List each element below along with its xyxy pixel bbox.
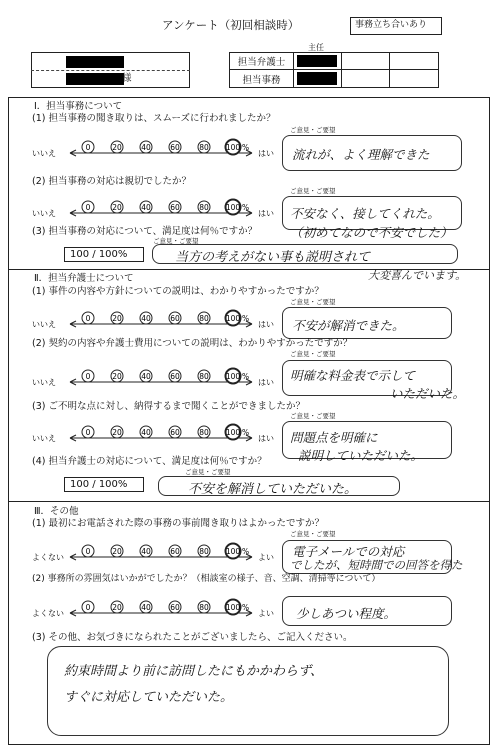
- s1-q3-comment: 当方の考えがない事も説明されて: [175, 250, 371, 265]
- scale-percent-label: %: [242, 203, 250, 212]
- scale-tick-label: 0: [85, 428, 91, 437]
- s1-q2-comment-1: 不安なく、接してくれた。: [290, 206, 440, 221]
- shunin-label: 主任: [308, 43, 324, 52]
- scale-left-label: いいえ: [32, 378, 56, 387]
- scale-tick-label: 0: [85, 314, 91, 323]
- s3-q1-comment-1: 電子メールでの対応: [292, 544, 405, 559]
- s3-q1-comment-2: でしたが、短時間での回答を得た: [290, 558, 463, 572]
- s2-q4-text: (4) 担当弁護士の対応について、満足度は何％ですか？: [32, 456, 267, 467]
- scale-tick-label: 100: [225, 314, 241, 323]
- s2-q2-comment-1: 明確な料金表で示して: [290, 368, 416, 383]
- scale-left-label: いいえ: [32, 320, 56, 329]
- scale-percent-label: %: [242, 143, 250, 152]
- s2-q2-comment-2: いただいた。: [390, 386, 466, 401]
- scale-tick-label: 0: [85, 547, 91, 556]
- scale-tick-label: 60: [170, 314, 180, 323]
- scale-tick-label: 0: [85, 372, 91, 381]
- scale-tick-label: 20: [112, 143, 122, 152]
- scale-tick-label: 80: [199, 372, 209, 381]
- scale-right-label: はい: [258, 434, 274, 443]
- form-title: アンケート（初回相談時）: [162, 18, 300, 32]
- scale-tick-label: 40: [141, 143, 151, 152]
- scale-tick-label: 20: [112, 603, 122, 612]
- scale-left-label: いいえ: [32, 149, 56, 158]
- staff-present-stamp-text: 事務立ち合いあり: [355, 20, 428, 30]
- scale-tick-label: 40: [141, 372, 151, 381]
- s1-q2-comment-label: ご意見・ご要望: [290, 187, 336, 195]
- scale-percent-label: %: [242, 428, 250, 437]
- section-divider-3: [8, 501, 490, 502]
- scale-tick-label: 60: [170, 372, 180, 381]
- s2-q3-scale: [30, 418, 280, 444]
- scale-percent-label: %: [242, 603, 250, 612]
- scale-tick-label: 60: [170, 203, 180, 212]
- s3-q2-scale: [30, 593, 280, 619]
- section-2-title: Ⅱ．担当弁護士について: [34, 273, 134, 284]
- scale-tick-label: 80: [199, 603, 209, 612]
- scale-left-label: よくない: [32, 609, 64, 618]
- scale-tick-label: 20: [112, 203, 122, 212]
- client-name-divider: [31, 70, 190, 71]
- redacted-staff-name: [297, 72, 337, 85]
- stamp-cell-2c: [389, 69, 439, 88]
- scale-tick-label: 40: [141, 428, 151, 437]
- scale-tick-label: 100: [225, 428, 241, 437]
- s2-q2-comment-label: ご意見・ご要望: [290, 350, 336, 358]
- scale-tick-label: 0: [85, 203, 91, 212]
- scale-tick-label: 20: [112, 314, 122, 323]
- scale-tick-label: 100: [225, 143, 241, 152]
- scale-left-label: いいえ: [32, 209, 56, 218]
- s1-q3-score: 100 / 100%: [70, 249, 128, 260]
- scale-right-label: よい: [258, 609, 274, 618]
- s3-q1-scale: [30, 537, 280, 563]
- stamp-cell-1b: [341, 52, 390, 70]
- s2-q4-score: 100 / 100%: [70, 479, 128, 490]
- scale-tick-label: 40: [141, 547, 151, 556]
- scale-left-label: よくない: [32, 553, 64, 562]
- redacted-lawyer-name: [297, 55, 337, 67]
- s2-q4-score-box: [64, 477, 144, 492]
- s1-q3-comment-label: ご意見・ご要望: [153, 237, 199, 245]
- scale-tick-label: 80: [199, 547, 209, 556]
- scale-tick-label: 20: [112, 428, 122, 437]
- scale-tick-label: 100: [225, 603, 241, 612]
- s2-q2-scale: [30, 362, 280, 388]
- s1-q2-text: (2) 担当事務の対応は親切でしたか？: [32, 176, 191, 187]
- scale-tick-label: 40: [141, 603, 151, 612]
- s3-q2-text: (2) 事務所の雰囲気はいかがでしたか？（相談室の様子、音、空調、清掃等について）: [32, 574, 381, 584]
- scale-tick-label: 80: [199, 428, 209, 437]
- lawyer-label: 担当弁護士: [237, 57, 286, 68]
- stamp-cell-2b: [341, 69, 390, 88]
- s2-q1-scale: [30, 304, 280, 330]
- s1-q2-scale: [30, 193, 280, 219]
- s1-q1-comment: 流れが、よく理解できた: [292, 147, 430, 162]
- scale-percent-label: %: [242, 547, 250, 556]
- scale-percent-label: %: [242, 314, 250, 323]
- scale-tick-label: 0: [85, 603, 91, 612]
- scale-tick-label: 60: [170, 428, 180, 437]
- scale-tick-label: 100: [225, 547, 241, 556]
- scale-right-label: よい: [258, 553, 274, 562]
- s2-q1-text: (1) 事件の内容や方針についての説明は、わかりやすかったですか？: [32, 286, 324, 297]
- s1-q3-score-box: [64, 247, 144, 262]
- s1-q2-comment-2: （初めてなので不安でした）: [290, 225, 453, 240]
- s2-q2-text: (2) 契約の内容や弁護士費用についての説明は、わかりやすかったですか？: [32, 338, 353, 349]
- s1-q3-text: (3) 担当事務の対応について、満足度は何％ですか？: [32, 226, 258, 237]
- s3-q2-comment: 少しあつい程度。: [296, 606, 397, 621]
- section-3-title: Ⅲ．その他: [34, 506, 79, 517]
- scale-percent-label: %: [242, 372, 250, 381]
- scale-tick-label: 40: [141, 314, 151, 323]
- staff-label: 担当事務: [242, 74, 281, 86]
- s1-q1-scale: [30, 133, 280, 159]
- s1-q1-text: (1) 担当事務の聞き取りは、スムーズに行われましたか？: [32, 113, 276, 124]
- scale-right-label: はい: [258, 149, 274, 158]
- stamp-cell-1c: [389, 52, 439, 70]
- scale-right-label: はい: [258, 378, 274, 387]
- s3-q3-comment-1: 約束時間より前に訪問したにもかかわらず、: [64, 664, 323, 679]
- section-1-title: Ⅰ．担当事務について: [34, 101, 123, 112]
- s2-q3-text: (3) ご不明な点に対し、納得するまで聞くことができましたか？: [32, 401, 305, 412]
- scale-tick-label: 80: [199, 314, 209, 323]
- scale-tick-label: 40: [141, 203, 151, 212]
- s2-q1-comment-label: ご意見・ご要望: [290, 298, 336, 306]
- scale-left-label: いいえ: [32, 434, 56, 443]
- scale-tick-label: 20: [112, 547, 122, 556]
- redacted-client-name-1: [66, 56, 124, 68]
- s2-q3-comment-1: 問題点を明確に: [290, 430, 378, 445]
- scale-tick-label: 80: [199, 143, 209, 152]
- s3-q1-text: (1) 最初にお電話された際の事務の事前聞き取りはよかったですか？: [32, 518, 324, 529]
- scale-tick-label: 100: [225, 203, 241, 212]
- scale-right-label: はい: [258, 209, 274, 218]
- s1-q1-comment-label: ご意見・ご要望: [290, 126, 336, 134]
- s2-q3-comment-label: ご意見・ご要望: [290, 412, 336, 420]
- honorific-sama: 様: [122, 73, 132, 84]
- scale-tick-label: 0: [85, 143, 91, 152]
- s2-q3-comment-2: 説明していただいた。: [298, 448, 424, 463]
- scale-right-label: はい: [258, 320, 274, 329]
- s1-q3-overflow: 大変喜んでいます。: [368, 269, 467, 282]
- s2-q1-comment: 不安が解消できた。: [292, 318, 405, 333]
- s3-q3-text: (3) その他、お気づきになられたことがございましたら、ご記入ください。: [32, 632, 353, 643]
- s3-q1-comment-label: ご意見・ご要望: [290, 530, 336, 538]
- staff-label-cell: [229, 69, 294, 88]
- scale-tick-label: 60: [170, 547, 180, 556]
- scale-tick-label: 100: [225, 372, 241, 381]
- scale-tick-label: 80: [199, 203, 209, 212]
- s2-q4-comment-label: ご意見・ご要望: [185, 468, 231, 476]
- lawyer-label-cell: [229, 52, 294, 70]
- scale-tick-label: 20: [112, 372, 122, 381]
- s3-q3-comment-2: すぐに対応していただいた。: [64, 690, 234, 705]
- scale-tick-label: 60: [170, 143, 180, 152]
- s2-q4-comment: 不安を解消していただいた。: [188, 482, 358, 497]
- scale-tick-label: 60: [170, 603, 180, 612]
- redacted-client-name-2: [66, 73, 124, 85]
